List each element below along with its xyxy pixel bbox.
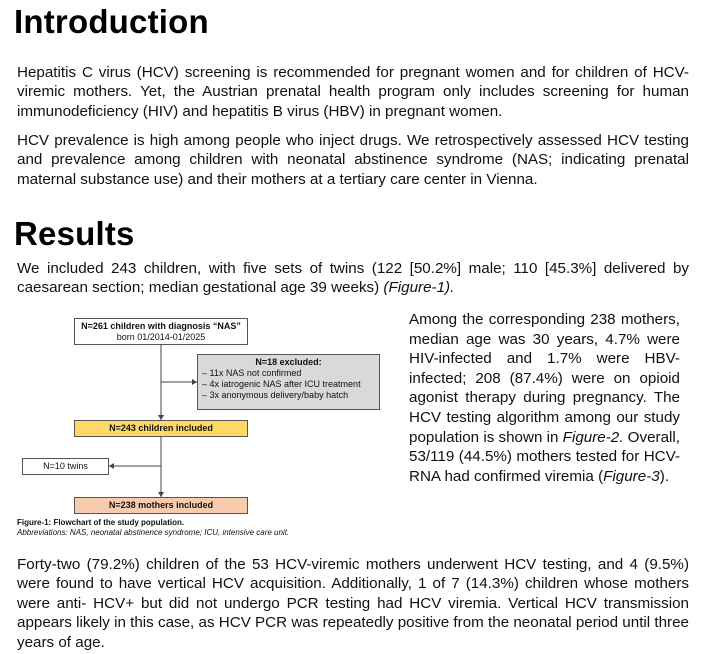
introduction-paragraph-1: Hepatitis C virus (HCV) screening is recommended for pregnant women and for children of HCV-viremic mothers. Yet, the Austrian prenatal health program only includes screening for human immunodeficiency (HIV) and hepatitis B virus (HBV) in pregnant women. — [17, 64, 689, 120]
results-paragraph-2 — [409, 310, 680, 486]
excluded-item: – 11x NAS not confirmed — [202, 368, 302, 378]
arrowhead-twins — [109, 463, 114, 469]
results-p2-text-2: Overall, 53/119 (44.5%) mothers tested for HCV-RNA had confirmed viremia ( — [409, 428, 680, 485]
results-p2-text: Among the corresponding 238 mothers, median age was 30 years, 4.7% were HIV-infected and 1.7% were HBV-infected; 208 (87.4%) were on opioid agonist therapy during pregnancy. The HCV testing algorithm among our study population is shown in — [409, 311, 680, 446]
results-paragraph-1 — [17, 259, 689, 298]
excluded-title: N=18 excluded: — [255, 357, 322, 367]
excluded-item: – 4x iatrogenic NAS after ICU treatment — [202, 379, 361, 389]
flowchart-start-box — [74, 318, 248, 345]
flowchart-figure — [14, 312, 399, 524]
results-p2-end: ). — [659, 467, 669, 485]
results-paragraph-3: Forty-two (79.2%) children of the 53 HCV-viremic mothers underwent HCV testing, and 4 (9.5%) were found to have vertical HCV acquisition. Additionally, 1 of 7 (14.3%) children whose mothers were anti- HCV+ but did not undergo PCR testing had HCV viremia. Vertical HCV transmission appears likely in this case, as HCV PCR was repeatedly positive from the neonatal period until three years of age. — [17, 556, 689, 651]
flowchart-twins-box: N=10 twins — [22, 458, 109, 475]
figure-caption — [17, 518, 397, 538]
figure-1-reference: (Figure-1). — [383, 279, 455, 297]
figure-caption-abbreviations: Abbreviations: NAS, neonatal abstinence syndrome; ICU, intensive care unit. — [17, 528, 290, 537]
introduction-paragraph-2: HCV prevalence is high among people who inject drugs. We retrospectively assessed HCV testing and prevalence among children with neonatal abstinence syndrome (NAS; indicating prenatal maternal substance use) and their mothers at a tertiary care center in Vienna. — [17, 132, 689, 188]
flowchart-mothers-included-box: N=238 mothers included — [74, 497, 248, 514]
start-count-label: N=261 children with diagnosis “NAS” — [81, 321, 241, 331]
start-period-label: born 01/2014-01/2025 — [116, 332, 206, 342]
flowchart-excluded-box — [197, 354, 380, 410]
flowchart-children-included-box: N=243 children included — [74, 420, 248, 437]
introduction-heading: Introduction — [14, 3, 209, 40]
figure-2-reference: Figure-2. — [562, 428, 624, 446]
results-heading: Results — [14, 215, 135, 252]
figure-caption-title: Figure-1: Flowchart of the study population. — [17, 518, 185, 527]
results-p1-text: We included 243 children, with five sets of twins (122 [50.2%] male; 110 [45.3%] delivered by caesarean section; median gestational age 39 weeks) — [17, 260, 689, 297]
excluded-item: – 3x anonymous delivery/baby hatch — [202, 390, 349, 400]
figure-3-reference: Figure-3 — [603, 467, 660, 485]
